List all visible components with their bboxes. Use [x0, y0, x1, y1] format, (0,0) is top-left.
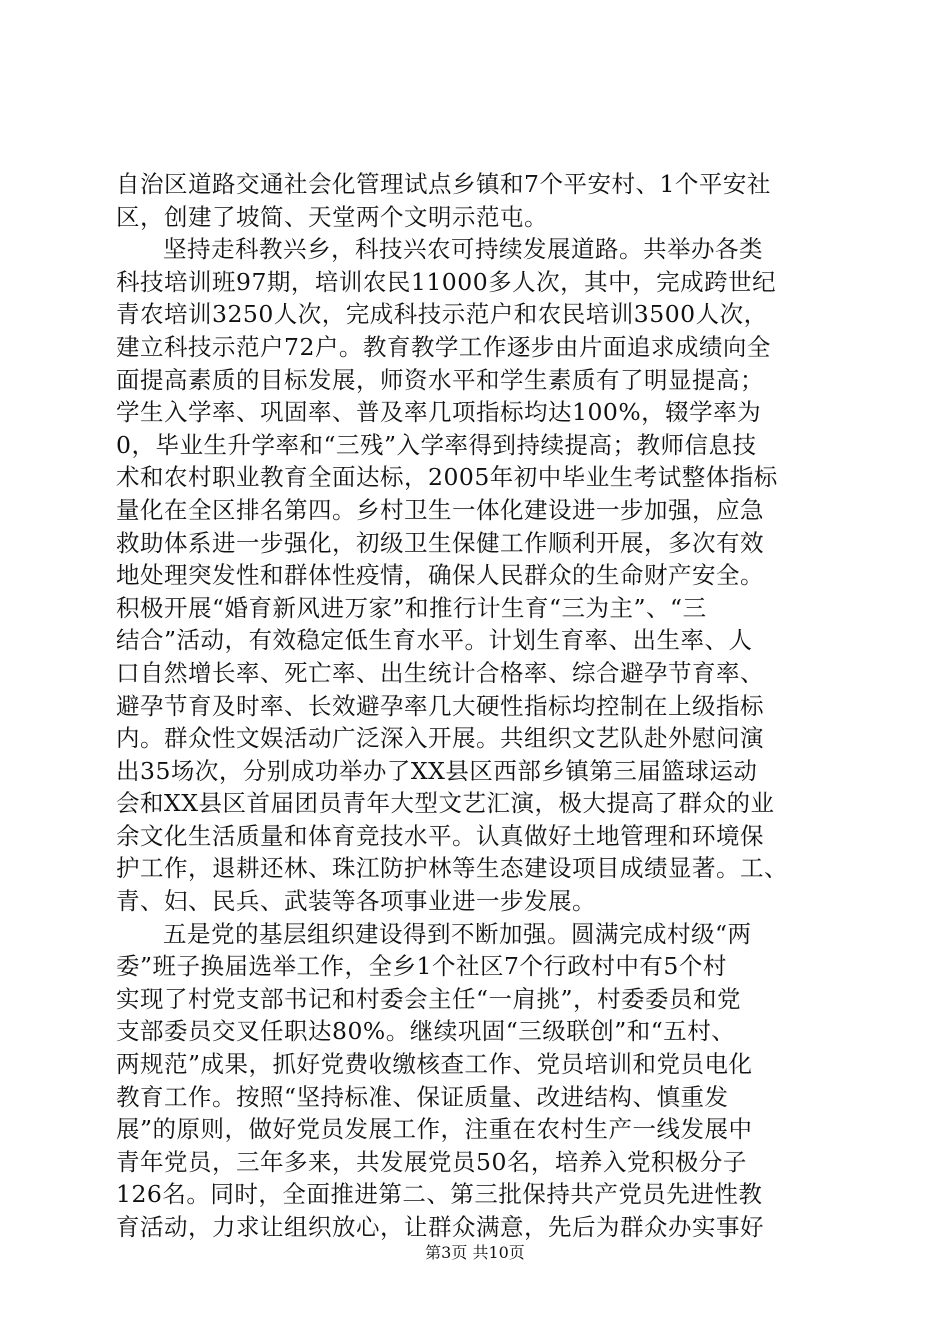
text-line: 支部委员交叉任职达80%。继续巩固“三级联创”和“五村、 — [116, 1017, 736, 1046]
text-line: 会和XX县区首届团员青年大型文艺汇演，极大提高了群众的业 — [116, 789, 775, 818]
text-line: 结合”活动，有效稳定低生育水平。计划生育率、出生率、人 — [116, 626, 753, 655]
text-line: 青年党员，三年多来，共发展党员50名，培养入党积极分子 — [116, 1147, 747, 1176]
text-line: 避孕节育及时率、长效避孕率几大硬性指标均控制在上级指标 — [116, 691, 764, 720]
text-line: 内。群众性文娱活动广泛深入开展。共组织文艺队赴外慰问演 — [116, 724, 764, 753]
text-line: 科技培训班97期，培训农民11000多人次，其中，完成跨世纪 — [116, 267, 777, 296]
text-line: 积极开展“婚育新风进万家”和推行计生育“三为主”、“三 — [116, 593, 707, 622]
text-line: 育活动，力求让组织放心，让群众满意，先后为群众办实事好 — [116, 1213, 764, 1241]
text-line: 救助体系进一步强化，初级卫生保健工作顺利开展，多次有效 — [116, 528, 764, 557]
text-line: 地处理突发性和群体性疫情，确保人民群众的生命财产安全。 — [116, 561, 764, 590]
paragraph-start-line: 坚持走科教兴乡，科技兴农可持续发展道路。共举办各类 — [163, 235, 763, 264]
text-line: 学生入学率、巩固率、普及率几项指标均达100%，辍学率为 — [116, 398, 762, 427]
paragraph-start-line: 五是党的基层组织建设得到不断加强。圆满完成村级“两 — [163, 919, 752, 948]
text-line: 面提高素质的目标发展，师资水平和学生素质有了明显提高； — [116, 365, 764, 394]
text-line: 青、妇、民兵、武装等各项事业进一步发展。 — [116, 887, 596, 916]
text-line: 余文化生活质量和体育竞技水平。认真做好土地管理和环境保 — [116, 821, 764, 850]
text-line: 展”的原则，做好党员发展工作，注重在农村生产一线发展中 — [116, 1115, 753, 1144]
body-text — [116, 168, 834, 1244]
text-line: 0，毕业生升学率和“三残”入学率得到持续提高；教师信息技 — [116, 430, 757, 459]
text-line: 实现了村党支部书记和村委会主任“一肩挑”，村委委员和党 — [116, 984, 742, 1013]
text-line: 教育工作。按照“坚持标准、保证质量、改进结构、慎重发 — [116, 1082, 729, 1111]
text-line: 两规范”成果，抓好党费收缴核查工作、党员培训和党员电化 — [116, 1050, 753, 1079]
text-line: 委”班子换届选举工作，全乡1个社区7个行政村中有5个村 — [116, 952, 727, 981]
page-number-footer: 第3页 共10页 — [425, 1243, 525, 1262]
text-line: 口自然增长率、死亡率、出生统计合格率、综合避孕节育率、 — [116, 658, 764, 687]
text-line: 护工作，退耕还林、珠江防护林等生态建设项目成绩显著。工、 — [116, 854, 788, 883]
text-line: 出35场次，分别成功举办了XX县区西部乡镇第三届篮球运动 — [116, 756, 758, 785]
text-line: 术和农村职业教育全面达标，2005年初中毕业生考试整体指标 — [116, 463, 778, 492]
text-line: 量化在全区排名第四。乡村卫生一体化建设进一步加强，应急 — [116, 495, 764, 524]
text-line: 建立科技示范户72户。教育教学工作逐步由片面追求成绩向全 — [116, 332, 771, 361]
text-line: 126名。同时，全面推进第二、第三批保持共产党员先进性教 — [116, 1180, 763, 1209]
text-line: 青农培训3250人次，完成科技示范户和农民培训3500人次， — [116, 300, 768, 329]
text-line: 自治区道路交通社会化管理试点乡镇和7个平安村、1个平安社 — [116, 170, 771, 198]
text-line: 区，创建了坡简、天堂两个文明示范屯。 — [116, 202, 548, 231]
